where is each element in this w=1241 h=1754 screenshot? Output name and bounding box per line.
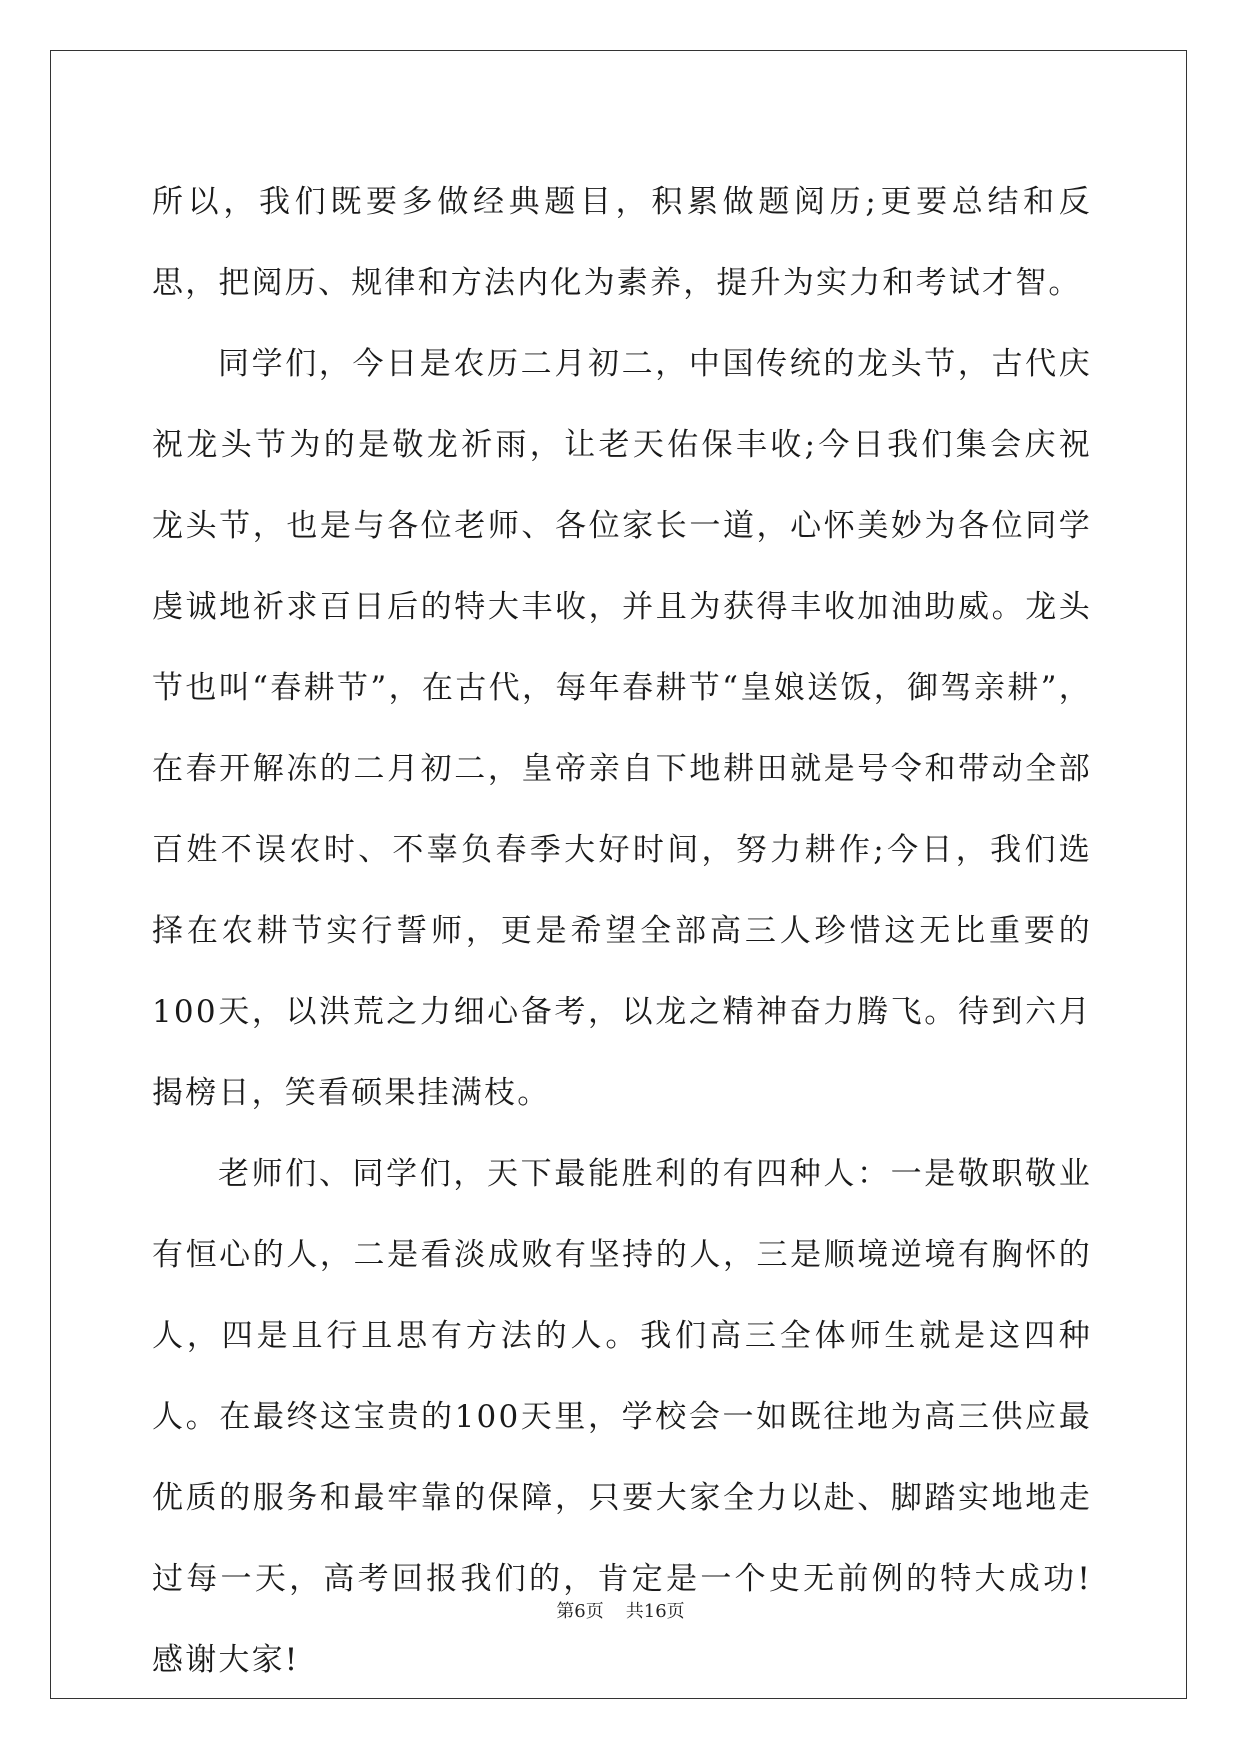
paragraph-four-kinds-of-people: 老师们、同学们，天下最能胜利的有四种人：一是敬职敬业有恒心的人，二是看淡成败有坚持的人，三是顺境逆境有胸怀的人，四是且行且思有方法的人。我们高三全体师生就是这四种人。在最终这宝贵的100天里，学校会一如既往地为高三供应最优质的服务和最牢靠的保障，只要大家全力以赴、脚踏实地地走过每一天，高考回报我们的，肯定是一个史无前例的特大成功!感谢大家! (152, 1156, 1092, 1678)
current-page-number: 第6页 (556, 1601, 604, 1622)
paragraph-continued: 所以，我们既要多做经典题目，积累做题阅历;更要总结和反思，把阅历、规律和方法内化为素养，提升为实力和考试才智。 (152, 184, 1092, 301)
document-body (152, 162, 1092, 1701)
total-page-count: 共16页 (625, 1601, 685, 1622)
paragraph-dragon-head-festival: 同学们，今日是农历二月初二，中国传统的龙头节，古代庆祝龙头节为的是敬龙祈雨，让老天佑保丰收;今日我们集会庆祝龙头节，也是与各位老师、各位家长一道，心怀美妙为各位同学虔诚地祈求百日后的特大丰收，并且为获得丰收加油助威。龙头节也叫“春耕节”，在古代，每年春耕节“皇娘送饭，御驾亲耕”，在春开解冻的二月初二，皇帝亲自下地耕田就是号令和带动全部百姓不误农时、不辜负春季大好时间，努力耕作;今日，我们选择在农耕节实行誓师，更是希望全部高三人珍惜这无比重要的100天，以洪荒之力细心备考，以龙之精神奋力腾飞。待到六月揭榜日，笑看硕果挂满枝。 (152, 346, 1092, 1111)
page-footer (0, 1597, 1241, 1623)
